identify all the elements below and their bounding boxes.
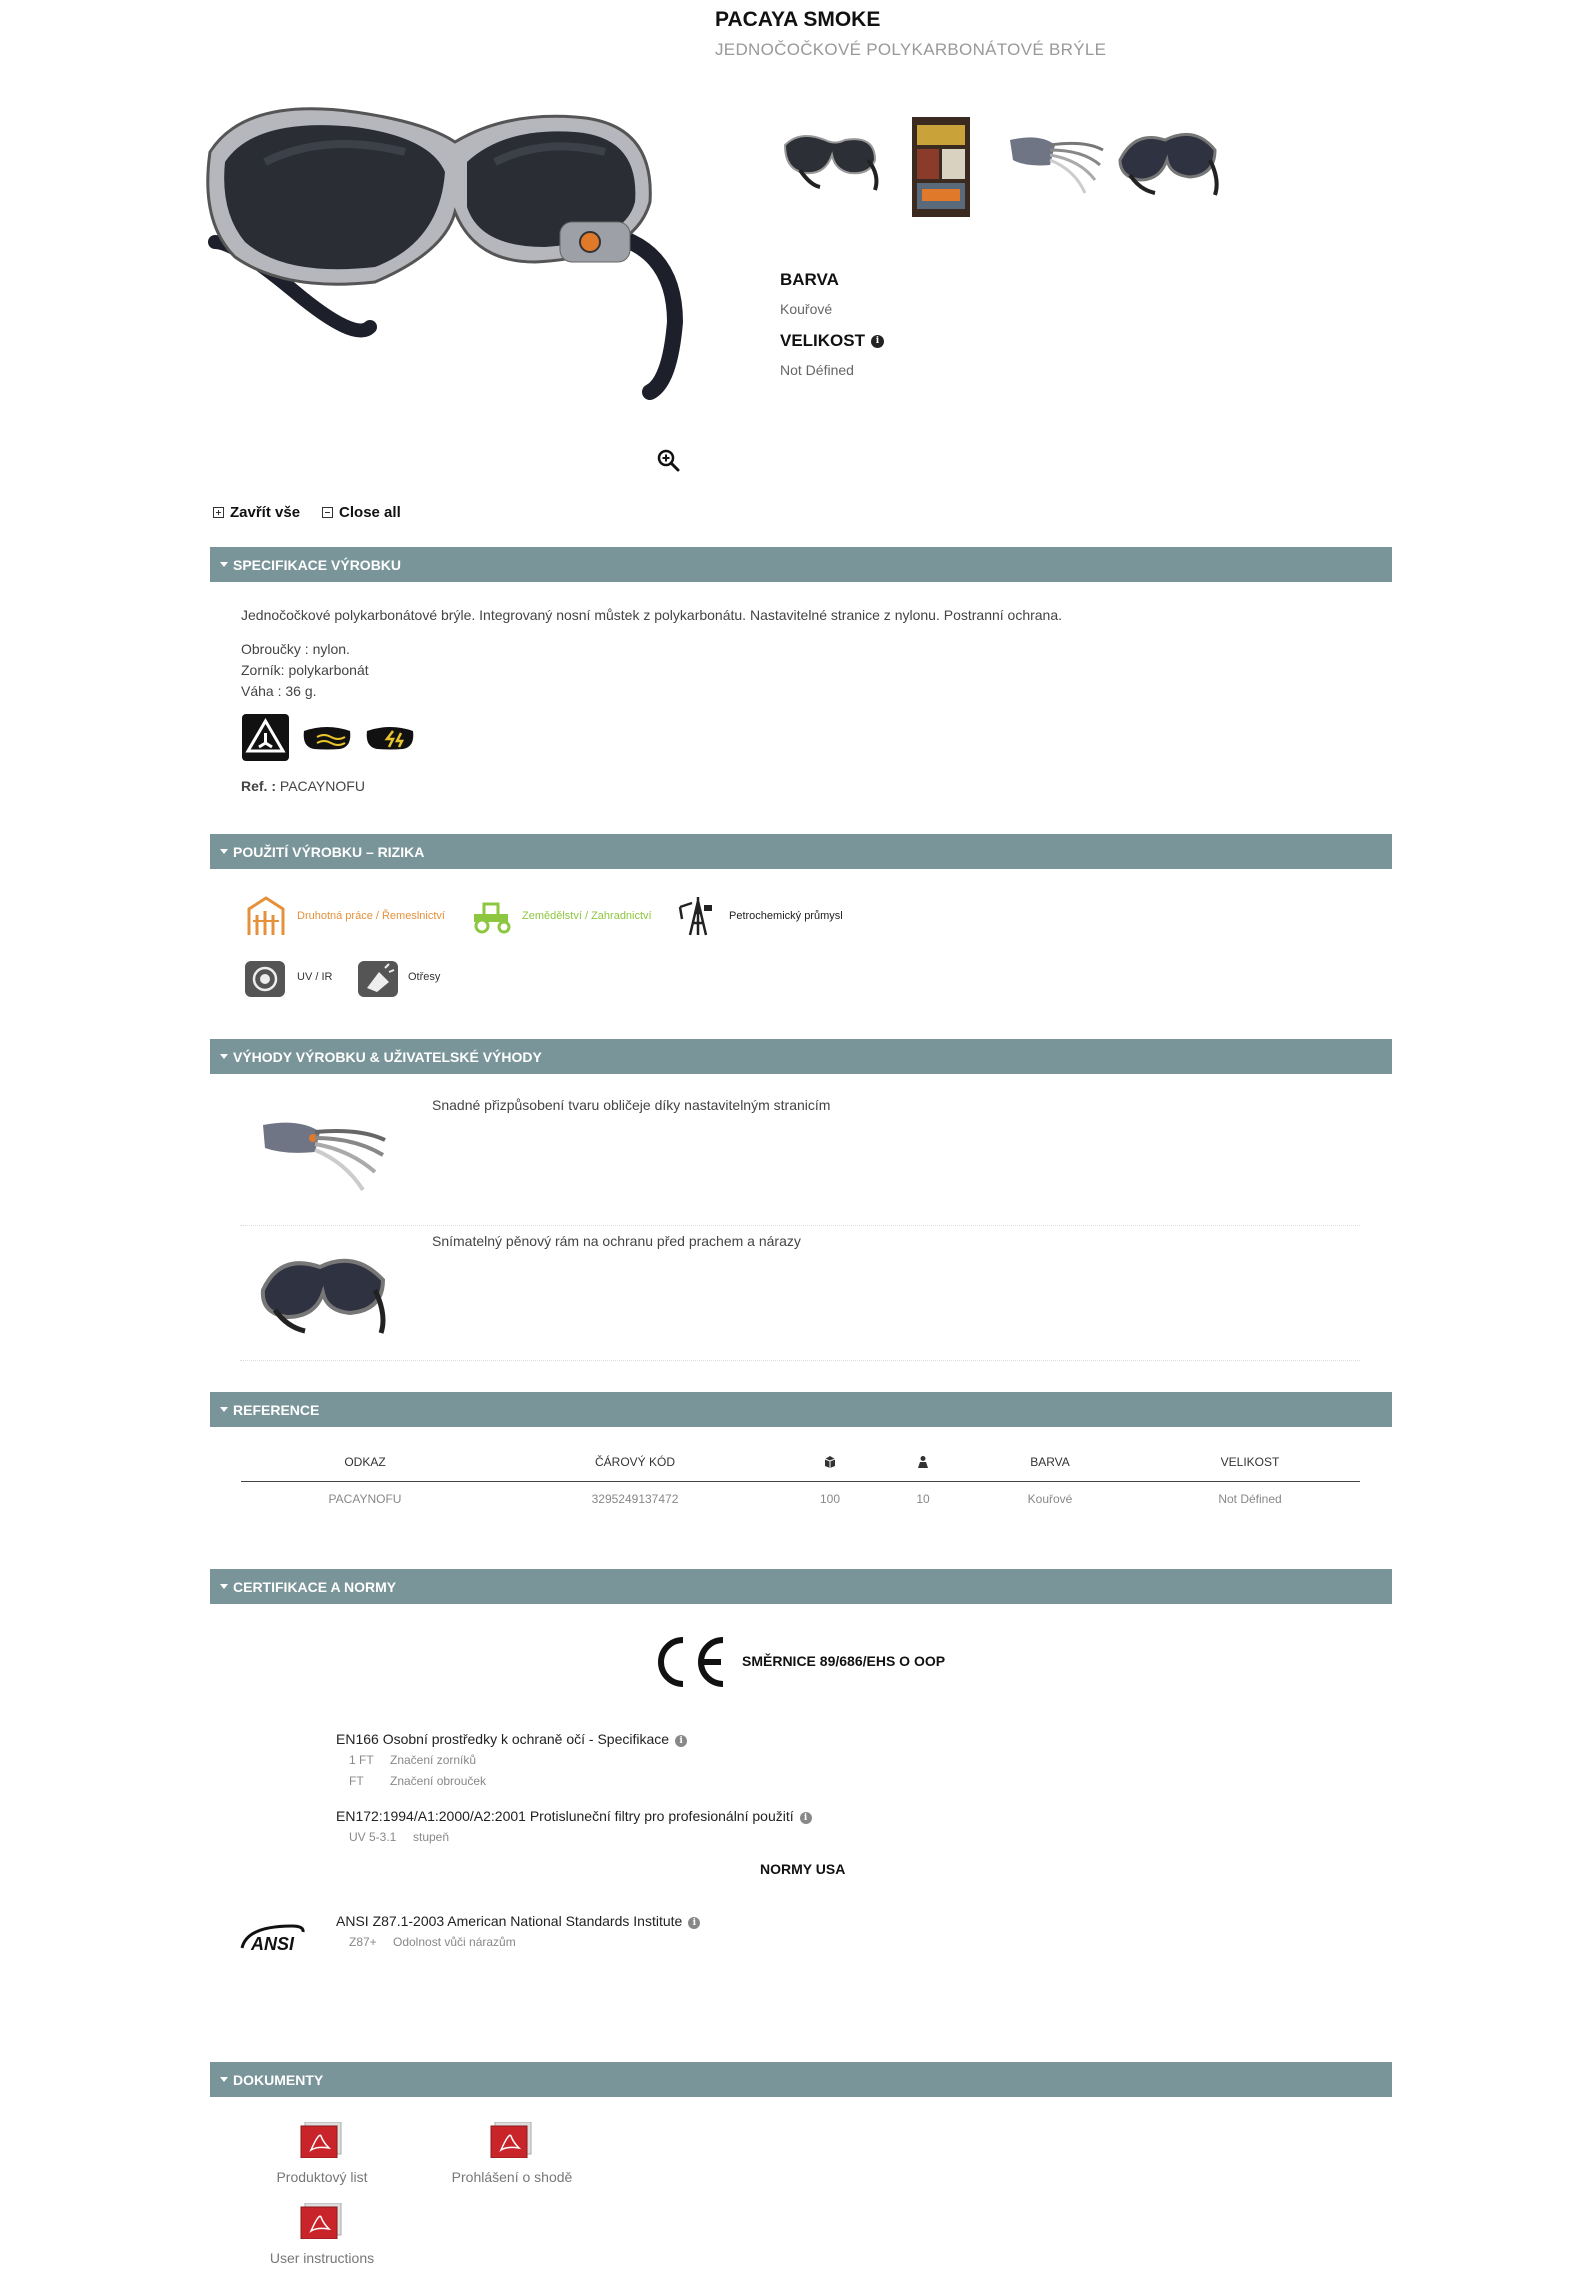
sector-label: Zemědělství / Zahradnictví bbox=[522, 910, 652, 922]
caret-down-icon bbox=[220, 1054, 228, 1059]
ce-directive: SMĚRNICE 89/686/EHS O OOP bbox=[742, 1653, 946, 1669]
ref-value: PACAYNOFU bbox=[279, 778, 365, 794]
document-link[interactable] bbox=[242, 2203, 402, 2266]
size-label: VELIKOST bbox=[780, 331, 866, 350]
sector-label: Petrochemický průmysl bbox=[729, 910, 843, 922]
column-header: BARVA bbox=[1030, 1455, 1070, 1469]
color-label: BARVA bbox=[780, 270, 839, 289]
table-cell: Kouřové bbox=[1027, 1492, 1073, 1506]
standard-code: FT bbox=[349, 1774, 364, 1788]
section-title: SPECIFIKACE VÝROBKU bbox=[233, 556, 402, 573]
petrochemical-sector-icon bbox=[678, 893, 718, 937]
section-title: REFERENCE bbox=[233, 1401, 320, 1418]
sector-label: Druhotná práce / Řemeslnictví bbox=[297, 910, 445, 922]
pdf-icon bbox=[489, 2122, 535, 2158]
info-icon[interactable]: i bbox=[871, 335, 884, 348]
close-all-link[interactable]: Close all bbox=[339, 504, 401, 521]
impact-risk-icon bbox=[357, 960, 399, 998]
column-header: VELIKOST bbox=[1220, 1455, 1280, 1469]
product-main-image[interactable] bbox=[205, 92, 685, 402]
section-header-docs[interactable] bbox=[210, 2062, 1392, 2097]
pdf-icon bbox=[299, 2122, 345, 2158]
benefit-text: Snadné přizpůsobení tvaru obličeje díky nastavitelným stranicím bbox=[432, 1097, 831, 1113]
section-title: VÝHODY VÝROBKU & UŽIVATELSKÉ VÝHODY bbox=[233, 1048, 542, 1065]
section-title: DOKUMENTY bbox=[233, 2071, 324, 2088]
uv-ir-risk-icon bbox=[244, 960, 286, 998]
thumbnail-packaging[interactable] bbox=[912, 117, 970, 217]
caret-down-icon bbox=[220, 562, 228, 567]
box-icon bbox=[823, 1455, 837, 1469]
benefit-text: Snímatelný pěnový rám na ochranu před prachem a nárazy bbox=[432, 1233, 801, 1249]
column-header: ČÁROVÝ KÓD bbox=[594, 1455, 675, 1469]
document-link[interactable] bbox=[242, 2122, 402, 2185]
caret-down-icon bbox=[220, 2077, 228, 2082]
ce-mark-icon bbox=[653, 1634, 728, 1690]
section-title: POUŽITÍ VÝROBKU – RIZIKA bbox=[233, 843, 425, 860]
zoom-in-icon[interactable] bbox=[656, 448, 680, 472]
expand-icon[interactable] bbox=[213, 507, 224, 518]
color-value: Kouřové bbox=[780, 301, 833, 317]
table-cell: PACAYNOFU bbox=[328, 1492, 402, 1506]
standard-title: EN166 Osobní prostředky k ochraně očí - Specifikace bbox=[336, 1731, 670, 1747]
ref-label: Ref. : bbox=[241, 778, 276, 794]
open-all-link[interactable]: Zavřít vše bbox=[230, 504, 301, 521]
benefit-image-foam-frame bbox=[255, 1245, 390, 1340]
divider bbox=[240, 1225, 1360, 1226]
collapse-icon[interactable] bbox=[322, 507, 333, 518]
info-icon[interactable]: i bbox=[800, 1812, 812, 1824]
ansi-logo-text: ANSI bbox=[251, 1934, 295, 1954]
info-icon[interactable]: i bbox=[675, 1735, 687, 1747]
section-header-usage[interactable] bbox=[210, 834, 1392, 869]
table-cell: 100 bbox=[819, 1492, 841, 1506]
thumbnail-front[interactable] bbox=[780, 115, 885, 220]
document-label: Prohlášení o shodě bbox=[451, 2169, 573, 2185]
benefit-image-temples bbox=[255, 1110, 390, 1205]
spec-description: Jednočočkové polykarbonátové brýle. Integrovaný nosní můstek z polykarbonátu. Nastavitelné stranice z nylonu. Postranní ochrana. bbox=[241, 607, 1063, 623]
pdf-icon bbox=[299, 2203, 345, 2239]
person-icon bbox=[916, 1455, 930, 1469]
standard-title: ANSI Z87.1-2003 American National Standards Institute bbox=[336, 1913, 683, 1929]
spec-weight: Váha : 36 g. bbox=[241, 683, 317, 699]
expand-collapse-bar bbox=[213, 504, 401, 521]
document-link[interactable] bbox=[432, 2122, 592, 2185]
standard-code: UV 5-3.1 bbox=[349, 1830, 397, 1844]
standard-desc: Značení obrouček bbox=[390, 1774, 487, 1788]
standard-desc: stupeň bbox=[413, 1830, 450, 1844]
thumbnail-adjustable-temples[interactable] bbox=[1005, 115, 1105, 220]
size-heading bbox=[780, 331, 884, 351]
ansi-logo-icon bbox=[237, 1920, 307, 1962]
standard-title: EN172:1994/A1:2000/A2:2001 Protisluneční filtry pro profesionální použití bbox=[336, 1808, 794, 1824]
anti-scratch-icon bbox=[365, 725, 415, 751]
standard-code: 1 FT bbox=[349, 1753, 374, 1767]
standard-en172 bbox=[336, 1808, 812, 1824]
standard-code: Z87+ bbox=[349, 1935, 377, 1949]
spec-reference bbox=[241, 778, 365, 794]
usa-standards-heading: NORMY USA bbox=[760, 1861, 846, 1877]
table-cell: 10 bbox=[916, 1492, 930, 1506]
product-title: PACAYA SMOKE bbox=[715, 8, 881, 31]
info-icon[interactable]: i bbox=[688, 1917, 700, 1929]
risk-label: Otřesy bbox=[408, 971, 441, 983]
section-title: CERTIFIKACE A NORMY bbox=[233, 1578, 397, 1595]
caret-down-icon bbox=[220, 1584, 228, 1589]
caret-down-icon bbox=[220, 849, 228, 854]
document-label: User instructions bbox=[269, 2250, 375, 2266]
caret-down-icon bbox=[220, 1407, 228, 1412]
delta-plus-logo-icon bbox=[241, 713, 290, 762]
size-value: Not Défined bbox=[780, 362, 854, 378]
table-cell: 3295249137472 bbox=[591, 1492, 679, 1506]
divider bbox=[240, 1360, 1360, 1361]
section-header-cert[interactable] bbox=[210, 1569, 1392, 1604]
product-subtitle: JEDNOČOČKOVÉ POLYKARBONÁTOVÉ BRÝLE bbox=[715, 40, 1107, 59]
section-header-benefits[interactable] bbox=[210, 1039, 1392, 1074]
anti-fog-icon bbox=[302, 725, 352, 751]
section-header-spec[interactable] bbox=[210, 547, 1392, 582]
section-header-reference[interactable] bbox=[210, 1392, 1392, 1427]
standard-en166 bbox=[336, 1731, 687, 1747]
standard-desc: Odolnost vůči nárazům bbox=[393, 1935, 516, 1949]
spec-lens: Zorník: polykarbonát bbox=[241, 662, 369, 678]
standard-desc: Značení zorníků bbox=[390, 1753, 477, 1767]
standard-ansi bbox=[336, 1913, 700, 1929]
document-label: Produktový list bbox=[276, 2169, 368, 2185]
crafts-sector-icon bbox=[245, 895, 287, 937]
column-header: ODKAZ bbox=[344, 1455, 386, 1469]
agriculture-sector-icon bbox=[470, 900, 514, 934]
spec-frame: Obroučky : nylon. bbox=[241, 641, 350, 657]
table-cell: Not Défined bbox=[1218, 1492, 1282, 1506]
thumbnail-foam-frame[interactable] bbox=[1115, 115, 1220, 220]
table-header-line bbox=[241, 1481, 1360, 1482]
risk-label: UV / IR bbox=[297, 971, 333, 983]
